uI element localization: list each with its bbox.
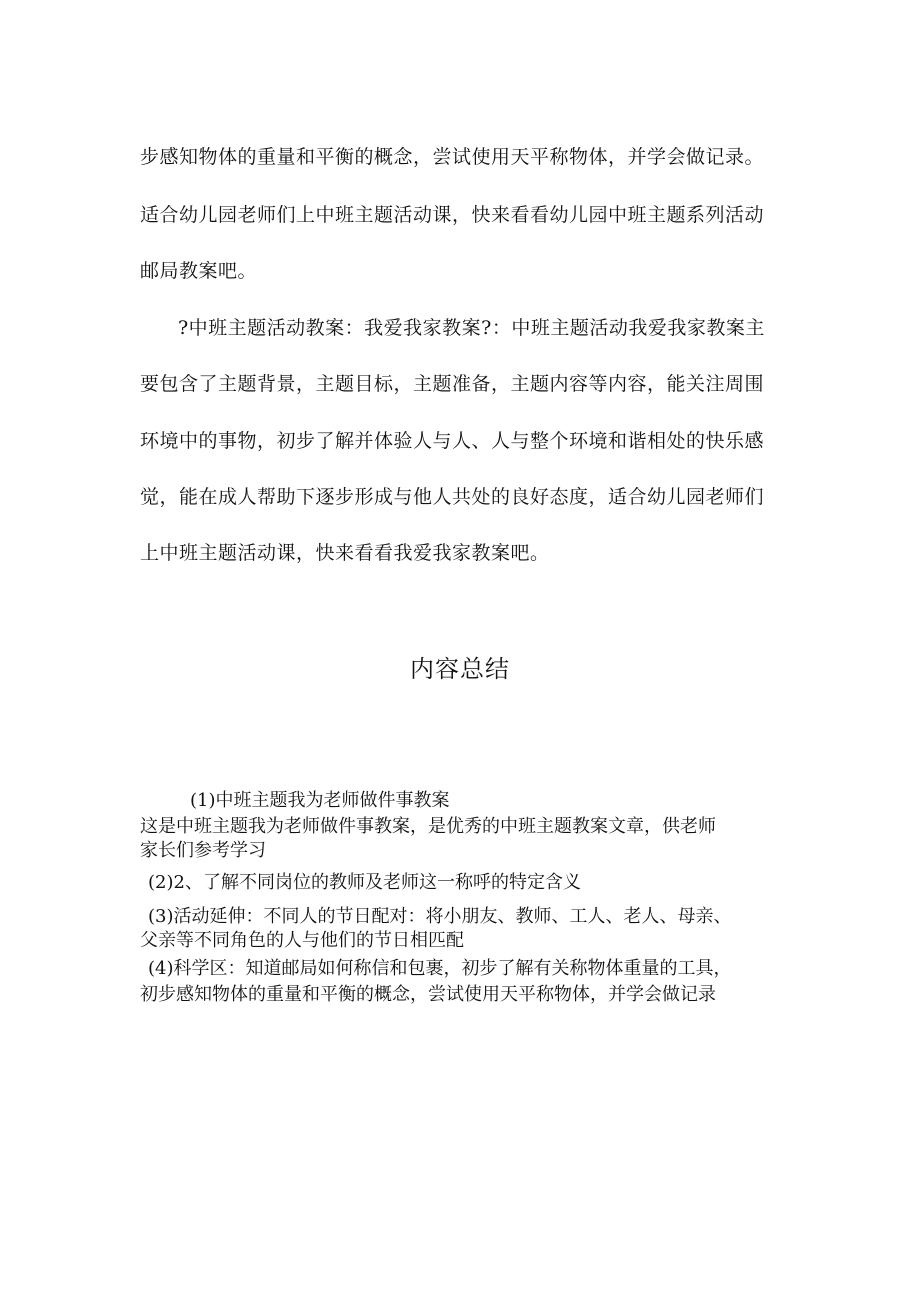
summary-item-1-desc-2: 家长们参考学习 <box>140 840 266 861</box>
paragraph2-line-4: 觉，能在成人帮助下逐步形成与他人共处的良好态度，适合幼儿园老师们 <box>140 486 765 508</box>
summary-item-1: (1)中班主题我为老师做件事教案 <box>190 790 450 811</box>
paragraph1-line-3: 邮局教案吧。 <box>140 260 258 282</box>
summary-item-1-desc-1: 这是中班主题我为老师做件事教案，是优秀的中班主题教案文章，供老师 <box>140 816 716 837</box>
summary-title: 内容总结 <box>410 655 510 683</box>
summary-item-2: (2)2、了解不同岗位的教师及老师这一称呼的特定含义 <box>148 872 581 893</box>
summary-item-3-line-1: (3)活动延伸：不同人的节日配对：将小朋友、教师、工人、老人、母亲、 <box>148 906 732 927</box>
paragraph1-line-1: 步感知物体的重量和平衡的概念，尝试使用天平称物体，并学会做记录。 <box>140 146 765 168</box>
paragraph1-line-2: 适合幼儿园老师们上中班主题活动课，快来看看幼儿园中班主题系列活动 <box>140 204 765 226</box>
summary-item-4-line-2: 初步感知物体的重量和平衡的概念，尝试使用天平称物体，并学会做记录 <box>140 984 716 1005</box>
paragraph2-line-1: ?中班主题活动教案：我爱我家教案?：中班主题活动我爱我家教案主 <box>178 317 765 339</box>
summary-item-3-line-2: 父亲等不同角色的人与他们的节日相匹配 <box>140 930 464 951</box>
summary-item-4-line-1: (4)科学区：知道邮局如何称信和包裹，初步了解有关称物体重量的工具， <box>148 958 732 979</box>
paragraph2-line-3: 环境中的事物，初步了解并体验人与人、人与整个环境和谐相处的快乐感 <box>140 430 765 452</box>
paragraph2-line-2: 要包含了主题背景，主题目标，主题准备，主题内容等内容，能关注周围 <box>140 373 765 395</box>
paragraph2-line-5: 上中班主题活动课，快来看看我爱我家教案吧。 <box>140 542 550 564</box>
